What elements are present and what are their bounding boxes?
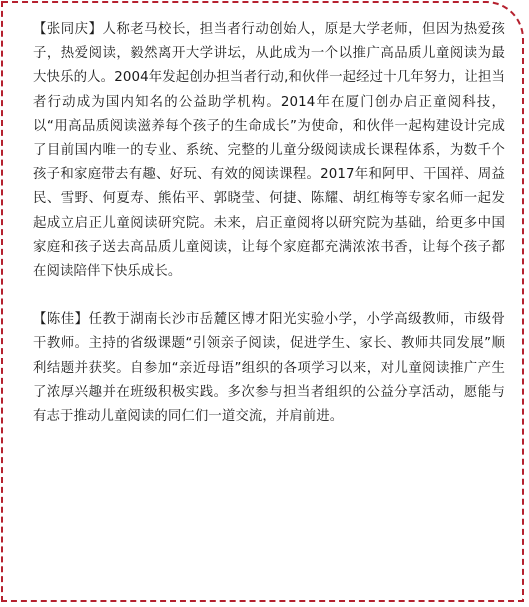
profile-bio-text: 人称老马校长，担当者行动创始人，原是大学老师，但因为热爱孩子，热爱阅读，毅然离开大学讲坛，从此成为一个以推广高品质儿童阅读为最大快乐的人。2004年发起创办担当者行动,和伙伴一起经过十几年努力，让担当者行动成为国内知名的公益助学机构。2014年在厦门创办启正童阅科技，以“用高品质阅读滋养每个孩子的生命成长”为使命，和伙伴一起构建设计完成了目前国内唯一的专业、系统、完整的儿童分级阅读成长课程体系，为数千个孩子和家庭带去有趣、好玩、有效的阅读课程。2017年和阿甲、干国祥、周益民、雪野、何夏寿、熊佑平、郭晓莹、何捷、陈耀、胡红梅等专家名师一起发起成立启正儿童阅读研究院。未来，启正童阅将以研究院为基础，给更多中国家庭和孩子送去高品质儿童阅读，让每个家庭都充满浓浓书香，让每个孩子都在阅读陪伴下快乐成长。 <box>33 22 506 280</box>
profile-content <box>33 18 505 429</box>
profile-name-tag: 【张同庆】 <box>33 22 103 37</box>
profile-chen-jia <box>33 308 505 429</box>
profile-zhang-tongqing <box>33 18 505 284</box>
profile-card <box>1 1 524 602</box>
profile-name-tag: 【陈佳】 <box>33 312 89 328</box>
profile-bio-text: 任教于湖南长沙市岳麓区博才阳光实验小学，小学高级教师，市级骨干教师。主持的省级课题“引领亲子阅读，促进学生、家长、教师共同发展”顺利结题并获奖。自参加“亲近母语”组织的各项学习以来，对儿童阅读推广产生了浓厚兴趣并在班级积极实践。多次参与担当者组织的公益分享活动，愿能与有志于推动儿童阅读的同仁们一道交流，并肩前进。 <box>33 312 505 425</box>
